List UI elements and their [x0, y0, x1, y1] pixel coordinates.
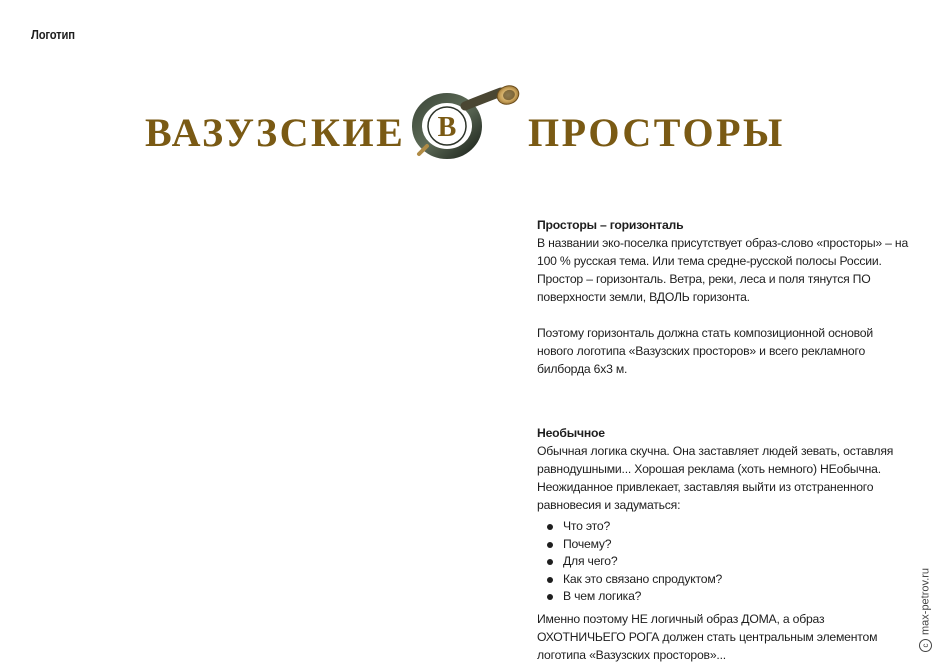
section-title-horizontal: Просторы – горизонталь: [537, 218, 684, 232]
logo-word-left: ВАЗУЗСКИЕ: [145, 110, 406, 155]
hunting-horn-icon: [405, 84, 525, 164]
copyright-icon: c: [919, 639, 932, 652]
list-item: Почему?: [547, 536, 909, 554]
section-title-unusual: Необычное: [537, 426, 605, 440]
bullet-icon: [547, 559, 553, 565]
bullet-icon: [547, 542, 553, 548]
list-item: Для чего?: [547, 553, 909, 571]
paragraph: В названии эко-поселка присутствует образ-слово «просторы» – на 100 % русская тема. Или тема средне-русской полосы России. Простор – горизонталь. Ветра, реки, леса и поля тянутся ПО поверхности земли, ВДОЛЬ горизонта.: [537, 236, 909, 304]
logo-word-right: ПРОСТОРЫ: [528, 110, 785, 155]
question-list: [537, 518, 909, 606]
bullet-icon: [547, 577, 553, 583]
logo-emblem-letter: В: [437, 112, 457, 143]
bullet-icon: [547, 524, 553, 530]
paragraph: Именно поэтому НЕ логичный образ ДОМА, а образ ОХОТНИЧЬЕГО РОГА должен стать центральным элементом логотипа «Вазузских просторов»...: [537, 611, 878, 662]
list-item: Как это связано спродуктом?: [547, 571, 909, 589]
list-item: В чем логика?: [547, 588, 909, 606]
bullet-icon: [547, 594, 553, 600]
paragraph: Обычная логика скучна. Она заставляет людей зевать, оставляя равнодушными... Хорошая реклама (хоть немного) НЕобычна. Неожиданное привлекает, заставляя выйти из отстраненного равновесия и задуматься:: [537, 444, 894, 512]
list-item: Что это?: [547, 518, 909, 536]
copyright-notice: [919, 568, 932, 652]
copyright-site: max-petrov.ru: [919, 567, 932, 635]
article-body: [537, 216, 909, 664]
section-label: Логотип: [31, 28, 75, 42]
paragraph: Поэтому горизонталь должна стать композиционной основой нового логотипа «Вазузских просторов» и всего рекламного билборда 6х3 м.: [537, 326, 873, 376]
